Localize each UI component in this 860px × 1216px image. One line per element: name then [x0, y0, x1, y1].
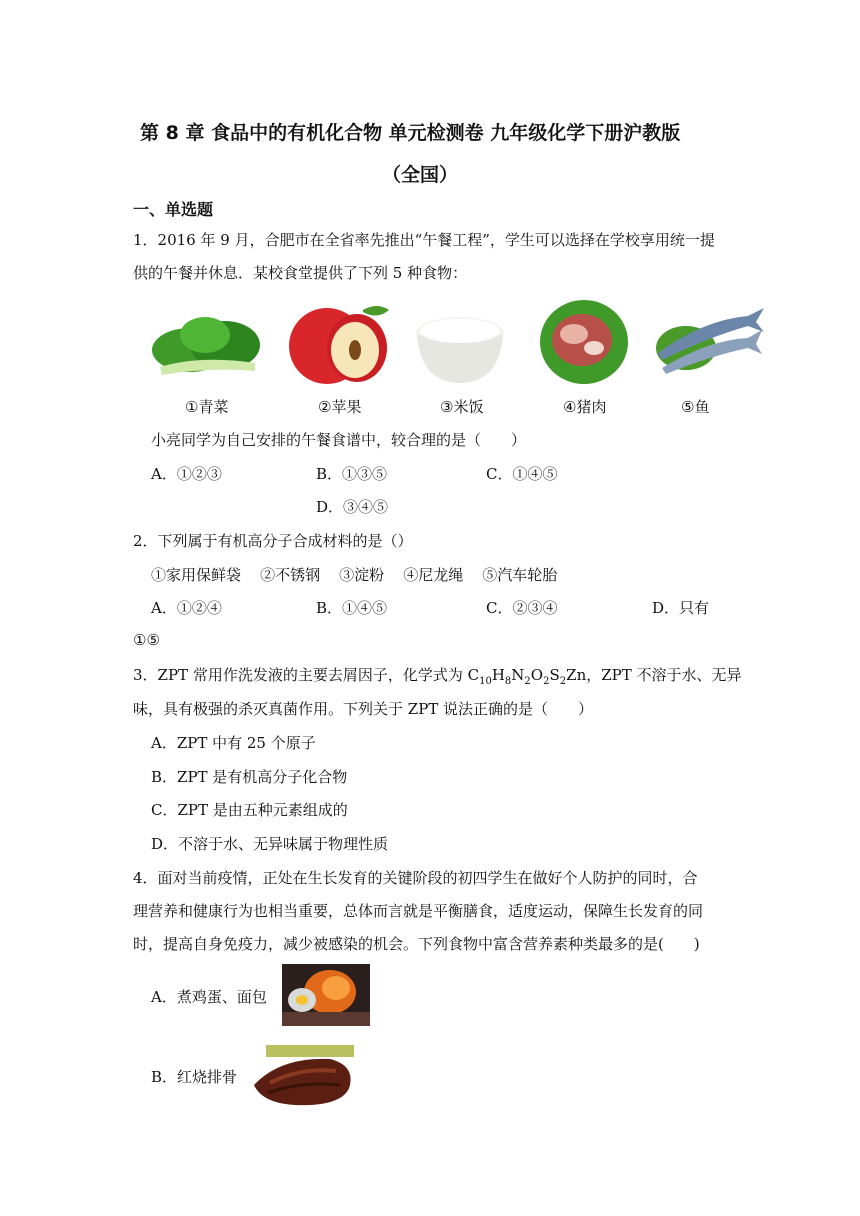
q2-option-b: B．①④⑤ — [316, 599, 388, 617]
q3-option-c: C．ZPT 是由五种元素组成的 — [151, 801, 348, 819]
q1-question: 小亮同学为自己安排的午餐食谱中，较合理的是（ ） — [151, 431, 527, 449]
food-label-4: ④猪肉 — [563, 398, 607, 416]
page-title: 第 8 章 食品中的有机化合物 单元检测卷 九年级化学下册沪教版 — [140, 122, 681, 144]
q2-option-a: A．①②④ — [151, 599, 222, 617]
q3-sub-o: 2 — [543, 676, 550, 687]
q4-option-a: A．煮鸡蛋、面包 — [151, 988, 267, 1006]
q1-option-b: B．①③⑤ — [316, 465, 388, 483]
q3-sub-h: 8 — [504, 676, 512, 687]
apple-image — [285, 298, 395, 386]
braised-ribs-image — [250, 1045, 356, 1107]
q2-items: ①家用保鲜袋 ②不锈钢 ③淀粉 ④尼龙绳 ⑤汽车轮胎 — [151, 566, 558, 584]
bok-choy-image — [150, 305, 265, 385]
boiled-egg-bread-image — [282, 964, 370, 1026]
food-label-3: ③米饭 — [440, 398, 484, 416]
q3-sub-n: 2 — [524, 676, 531, 687]
q2-option-d-cont: ①⑤ — [133, 631, 160, 649]
fish-image — [648, 298, 768, 383]
q4-stem-line2: 理营养和健康行为也相当重要，总体而言就是平衡膳食，适度运动，保障生长发育的同 — [133, 902, 704, 920]
food-label-5: ⑤鱼 — [681, 398, 710, 416]
q1-option-d: D．③④⑤ — [316, 498, 389, 516]
q1-option-c: C．①④⑤ — [486, 465, 558, 483]
q3-stem-line1: 3．ZPT 常用作洗发液的主要去屑因子，化学式为 $C_{10}H_8N_2O_2S_2Zn$，ZPT 不溶于水、无异 — [133, 666, 742, 687]
food-label-2: ②苹果 — [318, 398, 362, 416]
q1-stem-line1: 1．2016 年 9 月，合肥市在全省率先推出“午餐工程”，学生可以选择在学校享用统一提 — [133, 231, 715, 249]
q3-stem-line2: 味，具有极强的杀灭真菌作用。下列关于 ZPT 说法正确的是（ ） — [133, 700, 594, 718]
q3-text-a: 3．ZPT 常用作洗发液的主要去屑因子，化学式为 C — [133, 666, 480, 684]
q3-text-b: ，ZPT 不溶于水、无异 — [586, 666, 742, 684]
q4-stem-line3: 时，提高自身免疫力，减少被感染的机会。下列食物中富含营养素种类最多的是( ) — [133, 935, 700, 953]
q2-option-d: D．只有 — [652, 599, 710, 617]
q4-option-b: B．红烧排骨 — [151, 1068, 238, 1086]
section-heading: 一、单选题 — [133, 200, 214, 219]
q2-stem: 2．下列属于有机高分子合成材料的是（） — [133, 532, 413, 550]
q3-option-a: A．ZPT 中有 25 个原子 — [151, 734, 316, 752]
q3-sub-c: 10 — [479, 676, 492, 687]
q3-option-b: B．ZPT 是有机高分子化合物 — [151, 768, 348, 786]
q1-option-a: A．①②③ — [151, 465, 222, 483]
rice-bowl-image — [413, 305, 508, 387]
q2-option-c: C．②③④ — [486, 599, 558, 617]
q4-stem-line1: 4．面对当前疫情，正处在生长发育的关键阶段的初四学生在做好个人防护的同时，合 — [133, 869, 698, 887]
page-title-line2: （全国） — [382, 164, 459, 186]
pork-image — [538, 296, 630, 386]
q3-option-d: D．不溶于水、无异味属于物理性质 — [151, 835, 389, 853]
q3-sub-s: 2 — [559, 676, 567, 687]
food-label-1: ①青菜 — [185, 398, 229, 416]
q1-stem-line2: 供的午餐并休息．某校食堂提供了下列 5 种食物： — [133, 264, 468, 282]
